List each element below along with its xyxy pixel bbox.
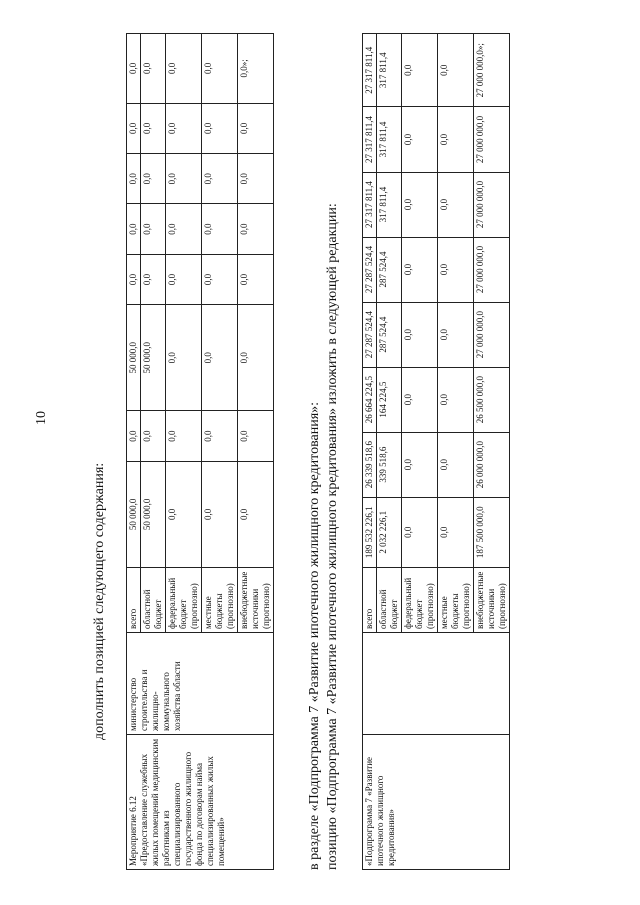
amount-cell: 0,0 bbox=[141, 103, 166, 153]
amount-cell: 317 811,4 bbox=[377, 34, 402, 108]
amount-cell: 27 287 524,4 bbox=[363, 237, 377, 302]
amount-cell: 0,0 bbox=[202, 461, 238, 567]
amount-cell: 0,0 bbox=[438, 172, 474, 237]
amount-cell: 50 000,0 bbox=[127, 305, 141, 411]
amount-cell: 27 000 000,0 bbox=[474, 302, 510, 367]
amount-cell: 0,0 bbox=[402, 172, 438, 237]
measure-name-cell: Мероприятие 6.12 «Предоставление служебных жилых помещений медицинским работникам из специализированного государственного жилищного фонда по договорам найма специализированных жилых помещений» bbox=[127, 735, 274, 870]
amount-cell: 0,0 bbox=[402, 497, 438, 567]
amount-cell: 0,0 bbox=[166, 411, 202, 461]
amount-cell: 0,0 bbox=[238, 305, 274, 411]
amount-cell: 0,0 bbox=[141, 34, 166, 104]
amount-cell: 0,0 bbox=[438, 107, 474, 172]
amount-cell: 27 000 000,0 bbox=[474, 237, 510, 302]
amount-cell: 0,0 bbox=[402, 34, 438, 108]
amount-cell: 27 317 811,4 bbox=[363, 34, 377, 108]
amount-cell: 0,0 bbox=[202, 34, 238, 104]
amount-cell: 0,0 bbox=[127, 154, 141, 204]
amount-cell: 0,0 bbox=[438, 432, 474, 497]
amount-cell: 189 532 226,1 bbox=[363, 497, 377, 567]
section-instruction-subprogram-7: позицию «Подпрограмма 7 «Развитие ипотечного жилищного кредитования» изложить в следующей редакции: bbox=[325, 203, 340, 870]
amount-cell: 0,0 bbox=[166, 154, 202, 204]
amount-cell: 0,0 bbox=[166, 305, 202, 411]
amount-cell: 0,0 bbox=[141, 154, 166, 204]
amount-cell: 0,0 bbox=[238, 411, 274, 461]
amount-cell: 187 500 000,0 bbox=[474, 497, 510, 567]
amount-cell: 26 500 000,0 bbox=[474, 367, 510, 432]
funding-source-cell: внебюджетные источники (прогнозно) bbox=[474, 568, 510, 633]
funding-source-cell: местные бюджеты (прогнозно) bbox=[202, 568, 238, 633]
amount-cell: 0,0 bbox=[141, 411, 166, 461]
amount-cell: 0,0 bbox=[166, 461, 202, 567]
amount-cell: 0,0 bbox=[166, 204, 202, 254]
amount-cell: 0,0 bbox=[402, 107, 438, 172]
table-row bbox=[363, 34, 377, 870]
amount-cell: 27 000 000,0»; bbox=[474, 34, 510, 108]
amount-cell: 0,0 bbox=[202, 103, 238, 153]
amount-cell: 50 000,0 bbox=[141, 461, 166, 567]
amount-cell: 0,0 bbox=[127, 103, 141, 153]
amount-cell: 0,0 bbox=[202, 305, 238, 411]
amount-cell: 0,0 bbox=[141, 204, 166, 254]
amount-cell: 0,0 bbox=[402, 367, 438, 432]
amount-cell: 0,0 bbox=[166, 254, 202, 304]
amount-cell: 0,0 bbox=[402, 237, 438, 302]
amount-cell: 0,0 bbox=[438, 497, 474, 567]
amount-cell: 0,0 bbox=[166, 103, 202, 153]
amount-cell: 2 032 226,1 bbox=[377, 497, 402, 567]
amount-cell: 0,0 bbox=[202, 411, 238, 461]
amount-cell: 0,0 bbox=[166, 34, 202, 104]
amount-cell: 0,0»; bbox=[238, 34, 274, 104]
amount-cell: 0,0 bbox=[202, 204, 238, 254]
responsible-org-cell: министерство строительства и жилищно-коммунального хозяйства области bbox=[127, 633, 274, 735]
funding-source-cell: федеральный бюджет (прогнозно) bbox=[166, 568, 202, 633]
amount-cell: 287 524,4 bbox=[377, 237, 402, 302]
amount-cell: 26 664 224,5 bbox=[363, 367, 377, 432]
amount-cell: 317 811,4 bbox=[377, 172, 402, 237]
intro-text: дополнить позицией следующего содержания: bbox=[92, 462, 107, 740]
amount-cell: 27 000 000,0 bbox=[474, 172, 510, 237]
amount-cell: 287 524,4 bbox=[377, 302, 402, 367]
amount-cell: 50 000,0 bbox=[127, 461, 141, 567]
page-number: 10 bbox=[34, 411, 49, 425]
funding-source-cell: местные бюджеты (прогнозно) bbox=[438, 568, 474, 633]
amount-cell: 0,0 bbox=[438, 34, 474, 108]
measure-name-cell: «Подпрограмма 7 «Развитие ипотечного жилищного кредитования» bbox=[363, 735, 510, 870]
amount-cell: 27 287 524,4 bbox=[363, 302, 377, 367]
table-row bbox=[127, 34, 141, 870]
amount-cell: 0,0 bbox=[402, 302, 438, 367]
amount-cell: 0,0 bbox=[127, 411, 141, 461]
amount-cell: 0,0 bbox=[438, 367, 474, 432]
amount-cell: 339 518,6 bbox=[377, 432, 402, 497]
funding-source-cell: внебюджетные источники (прогнозно) bbox=[238, 568, 274, 633]
amount-cell: 27 317 811,4 bbox=[363, 172, 377, 237]
responsible-org-cell bbox=[363, 633, 510, 735]
funding-source-cell: всего bbox=[363, 568, 377, 633]
amount-cell: 26 000 000,0 bbox=[474, 432, 510, 497]
budget-table-subprogram-7 bbox=[362, 33, 510, 870]
amount-cell: 317 811,4 bbox=[377, 107, 402, 172]
amount-cell: 0,0 bbox=[127, 254, 141, 304]
amount-cell: 50 000,0 bbox=[141, 305, 166, 411]
amount-cell: 0,0 bbox=[141, 254, 166, 304]
funding-source-cell: областной бюджет bbox=[141, 568, 166, 633]
amount-cell: 0,0 bbox=[402, 432, 438, 497]
amount-cell: 0,0 bbox=[202, 154, 238, 204]
amount-cell: 26 339 518,6 bbox=[363, 432, 377, 497]
amount-cell: 0,0 bbox=[127, 204, 141, 254]
amount-cell: 0,0 bbox=[238, 254, 274, 304]
funding-source-cell: федеральный бюджет (прогнозно) bbox=[402, 568, 438, 633]
amount-cell: 0,0 bbox=[238, 103, 274, 153]
amount-cell: 0,0 bbox=[438, 237, 474, 302]
section-heading-subprogram-7: в разделе «Подпрограмма 7 «Развитие ипотечного жилищного кредитования»: bbox=[307, 401, 322, 870]
amount-cell: 0,0 bbox=[238, 461, 274, 567]
amount-cell: 164 224,5 bbox=[377, 367, 402, 432]
amount-cell: 27 000 000,0 bbox=[474, 107, 510, 172]
amount-cell: 0,0 bbox=[438, 302, 474, 367]
amount-cell: 0,0 bbox=[202, 254, 238, 304]
funding-source-cell: всего bbox=[127, 568, 141, 633]
budget-table-measure-6-12 bbox=[126, 33, 274, 870]
amount-cell: 0,0 bbox=[238, 204, 274, 254]
amount-cell: 0,0 bbox=[238, 154, 274, 204]
amount-cell: 0,0 bbox=[127, 34, 141, 104]
funding-source-cell: областной бюджет bbox=[377, 568, 402, 633]
amount-cell: 27 317 811,4 bbox=[363, 107, 377, 172]
